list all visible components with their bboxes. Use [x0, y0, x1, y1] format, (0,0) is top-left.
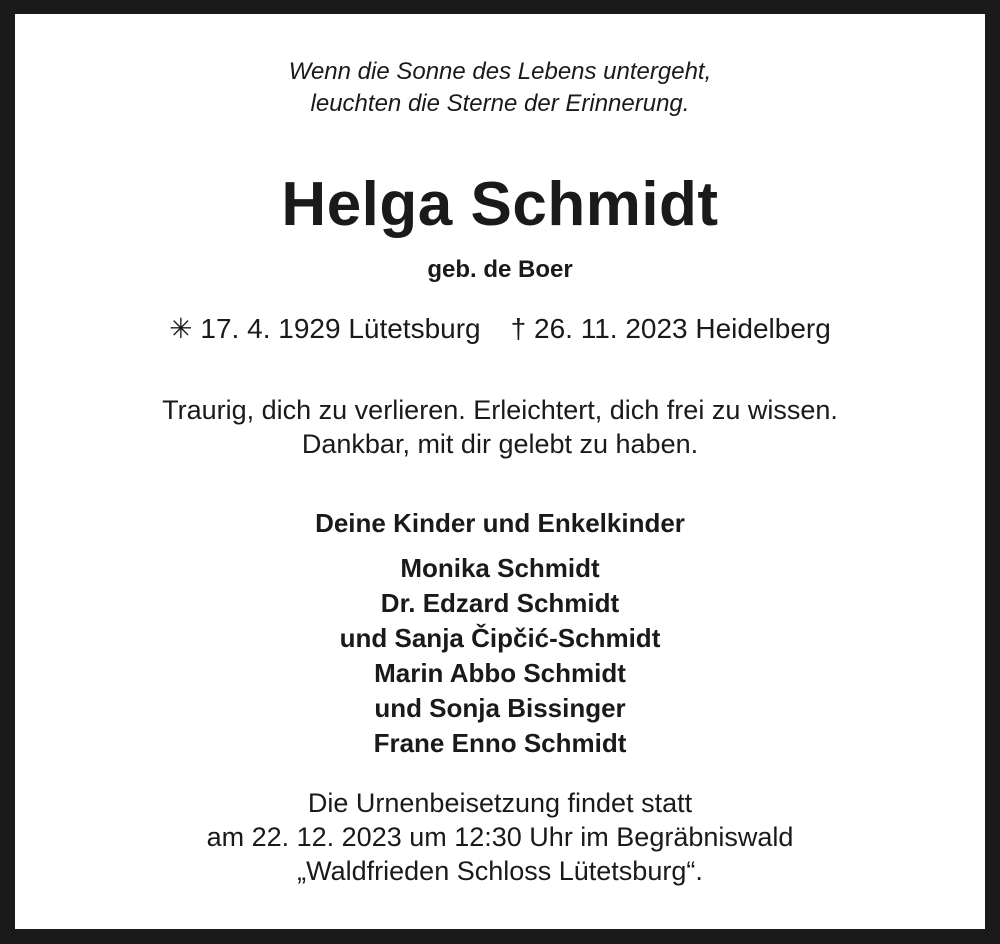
mourner-name: Monika Schmidt [400, 553, 600, 583]
mourner-name: Dr. Edzard Schmidt [380, 588, 620, 618]
funeral-line-1: Die Urnenbeisetzung findet statt [307, 788, 693, 818]
funeral-line-2: am 22. 12. 2023 um 12:30 Uhr im Begräbniswald [206, 822, 794, 852]
maiden-name: geb. de Boer [427, 256, 573, 283]
deceased-name: Helga Schmidt [281, 170, 719, 239]
birth-date: ✳ 17. 4. 1929 Lütetsburg [169, 313, 481, 344]
mourners-heading: Deine Kinder und Enkelkinder [315, 508, 685, 538]
message-line-1: Traurig, dich zu verlieren. Erleichtert, dich frei zu wissen. [162, 395, 838, 425]
mourner-name: und Sanja Čipčić-Schmidt [339, 623, 661, 653]
mourner-name: Frane Enno Schmidt [373, 728, 627, 758]
mourner-name: und Sonja Bissinger [374, 693, 626, 723]
mourner-name: Marin Abbo Schmidt [374, 658, 626, 688]
life-dates [0, 312, 1000, 346]
motto-line-1: Wenn die Sonne des Lebens untergeht, [288, 58, 712, 85]
message-line-2: Dankbar, mit dir gelebt zu haben. [301, 429, 699, 459]
funeral-line-3: „Waldfrieden Schloss Lütetsburg“. [297, 856, 703, 886]
death-date: † 26. 11. 2023 Heidelberg [510, 313, 831, 344]
motto-line-2: leuchten die Sterne der Erinnerung. [310, 90, 690, 117]
